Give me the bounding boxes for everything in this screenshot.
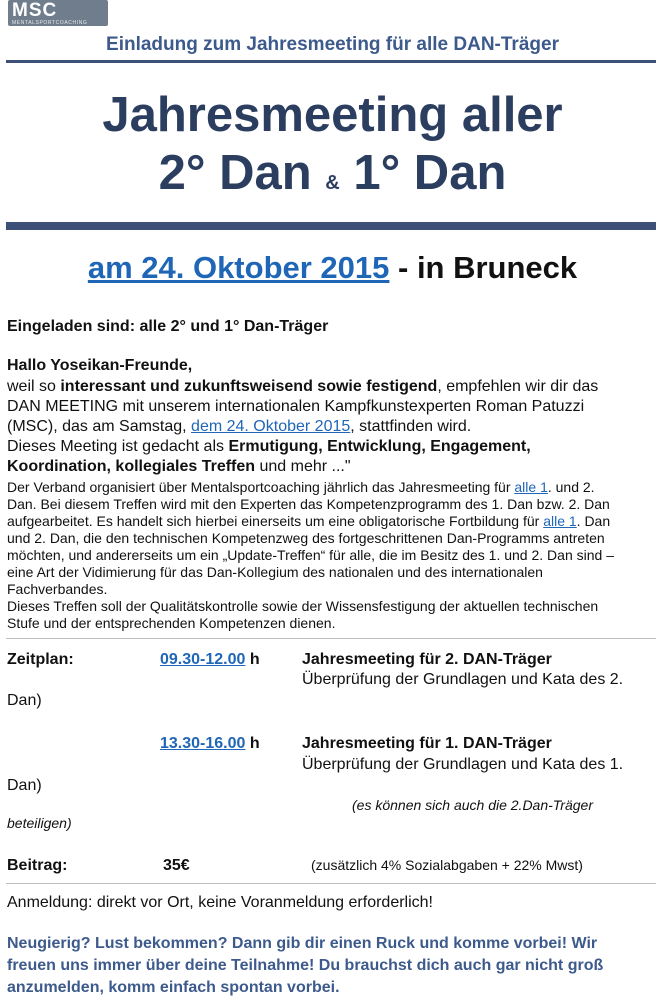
schedule-note-tail: beteiligen) bbox=[7, 815, 72, 831]
body-line-3: aufgearbeitet. Es handelt sich hierbei einerseits um eine obligatorische Fortbildung für alle 1. Dan bbox=[7, 513, 611, 529]
logo-text: MSC bbox=[12, 0, 58, 21]
body-line-4: und 2. Dan, die den technischen Kompetenzweg des fortgeschrittenen Dan-Programms antreten bbox=[7, 530, 605, 546]
closing-line-1: Neugierig? Lust bekommen? Dann gib dir einen Ruck und komme vorbei! Wir bbox=[7, 935, 598, 952]
fee-amount: 35€ bbox=[163, 857, 190, 874]
intro-line-3: (MSC), das am Samstag, dem 24. Oktober 2015, stattfinden wird. bbox=[7, 418, 472, 435]
intro-line-2: DAN MEETING mit unserem internationalen Kampfkunstexperten Roman Patuzzi bbox=[7, 398, 585, 415]
intro-date-link[interactable]: dem 24. Oktober 2015 bbox=[191, 418, 351, 435]
top-divider bbox=[6, 60, 656, 63]
fee-label: Beitrag: bbox=[7, 857, 68, 874]
title-divider bbox=[6, 222, 656, 230]
title-line-2 bbox=[0, 144, 665, 212]
page-title bbox=[0, 86, 665, 212]
intro-line-4: Dieses Meeting ist gedacht als Ermutigung, Entwicklung, Engagement, bbox=[7, 438, 531, 455]
closing-line-3: anzumelden, komm einfach spontan vorbei. bbox=[7, 979, 340, 996]
title-dan-1: 1° Dan bbox=[353, 146, 507, 200]
body-line-6: eine Art der Vidimierung für das Dan-Kollegium des nationalen und des internationalen bbox=[7, 564, 543, 580]
body-line-2: Dan. Bei diesem Treffen wird mit den Experten das Kompetenzprogramm des 1. Dan bzw. 2. Dan bbox=[7, 496, 610, 512]
intro-emphasis: interessant und zukunftsweisend sowie festigend bbox=[60, 378, 438, 395]
closing-line-2: freuen uns immer über deine Teilnahme! Du brauchst dich auch gar nicht groß bbox=[7, 957, 604, 974]
title-line-1: Jahresmeeting aller bbox=[102, 88, 563, 142]
slot-2-tail: Dan) bbox=[7, 777, 42, 794]
registration-line: Anmeldung: direkt vor Ort, keine Voranmeldung erforderlich! bbox=[7, 894, 433, 911]
intro-line-5: Koordination, kollegiales Treffen und mehr ..." bbox=[7, 458, 351, 475]
title-ampersand: & bbox=[325, 172, 340, 194]
event-date-link[interactable]: am 24. Oktober 2015 bbox=[87, 250, 390, 285]
body-line-8: Dieses Treffen soll der Qualitätskontrolle sowie der Wissensfestigung der aktuellen technischen bbox=[7, 598, 599, 614]
body-line-1: Der Verband organisiert über Mentalsportcoaching jährlich das Jahresmeeting für alle 1. und 2. bbox=[7, 479, 595, 495]
slot-2-desc: Überprüfung der Grundlagen und Kata des 1. bbox=[302, 756, 624, 773]
invitation-subtitle: Einladung zum Jahresmeeting für alle DAN-Träger bbox=[106, 34, 559, 55]
body-line-7: Fachverbandes. bbox=[7, 581, 108, 597]
slot-1-time: 09.30-12.00 h bbox=[160, 651, 260, 668]
event-place: - in Bruneck bbox=[389, 250, 578, 285]
slot-1-title: Jahresmeeting für 2. DAN-Träger bbox=[302, 651, 552, 668]
slot-2-time: 13.30-16.00 h bbox=[160, 735, 260, 752]
slot-1-time-link[interactable]: 09.30-12.00 bbox=[160, 651, 246, 668]
invited-line: Eingeladen sind: alle 2° und 1° Dan-Träger bbox=[7, 318, 329, 335]
schedule-label: Zeitplan: bbox=[7, 651, 74, 668]
event-date-line bbox=[0, 250, 665, 286]
fee-extra: (zusätzlich 4% Sozialabgaben + 22% Mwst) bbox=[311, 857, 583, 873]
body-link-1[interactable]: alle 1 bbox=[514, 479, 548, 495]
body-paragraph bbox=[7, 479, 662, 632]
slot-2-time-link[interactable]: 13.30-16.00 bbox=[160, 735, 246, 752]
fee-divider bbox=[6, 883, 656, 884]
intro-line-1: weil so interessant und zukunftsweisend sowie festigend, empfehlen wir dir das bbox=[7, 378, 599, 395]
slot-1-tail: Dan) bbox=[7, 692, 42, 709]
greeting: Hallo Yoseikan-Freunde, bbox=[7, 357, 193, 374]
title-dan-2: 2° Dan bbox=[158, 146, 312, 200]
logo-subtext: MENTALSPORTCOACHING bbox=[12, 20, 88, 26]
body-line-9: Stufe und der entsprechenden Kompetenzen dienen. bbox=[7, 615, 336, 631]
body-link-2[interactable]: alle 1 bbox=[543, 513, 577, 529]
schedule-note: (es können sich auch die 2.Dan-Träger bbox=[352, 797, 593, 813]
schedule-divider bbox=[6, 638, 656, 639]
closing-paragraph bbox=[7, 933, 662, 999]
slot-1-desc: Überprüfung der Grundlagen und Kata des 2. bbox=[302, 671, 624, 688]
msc-logo bbox=[8, 0, 108, 26]
slot-2-title: Jahresmeeting für 1. DAN-Träger bbox=[302, 735, 552, 752]
intro-paragraph bbox=[7, 377, 662, 477]
body-line-5: möchten, und andererseits um ein „Update-Treffen“ für alle, die im Besitz des 1. und 2. Dan sind – bbox=[7, 547, 614, 563]
